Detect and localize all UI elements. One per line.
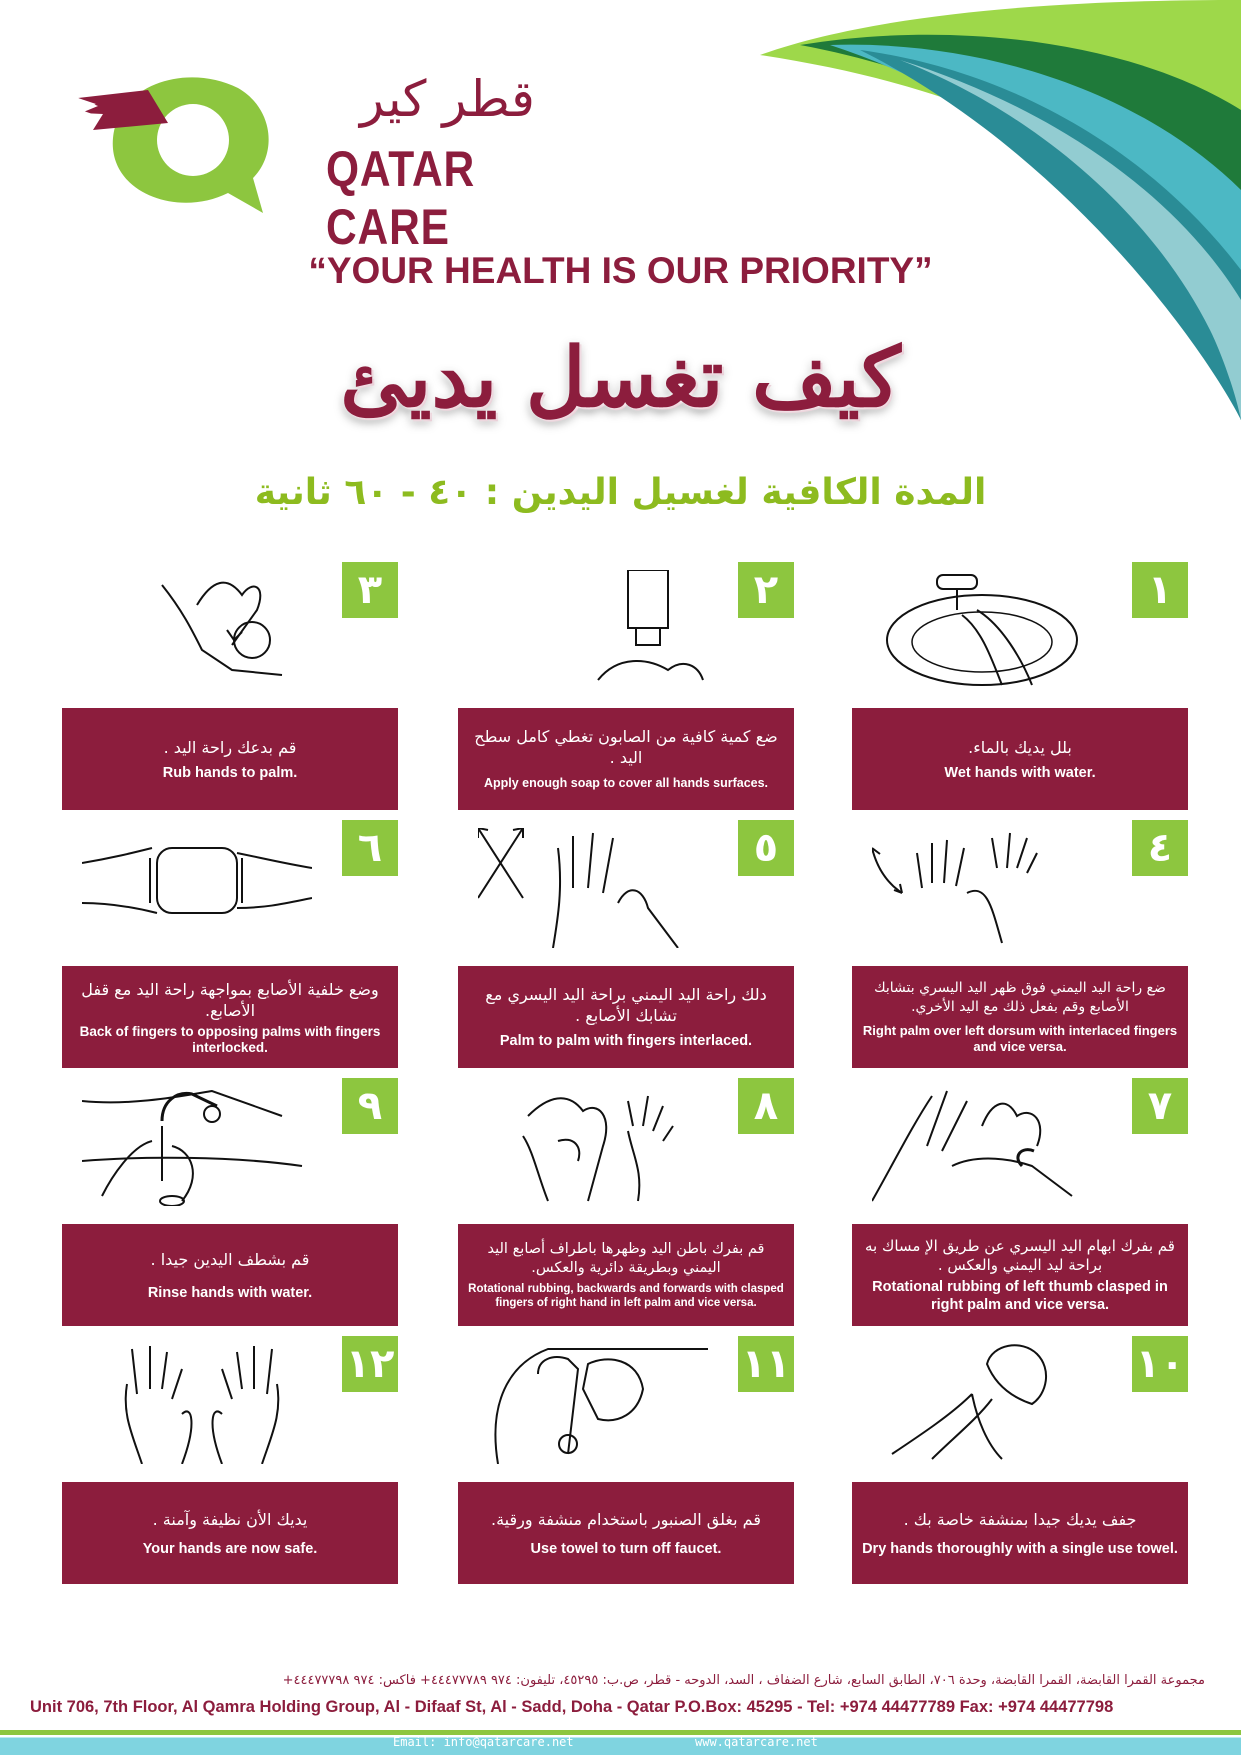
towel-faucet-icon <box>478 1344 708 1464</box>
step-caption <box>458 1482 794 1584</box>
step-number-badge: ٧ <box>1132 1078 1188 1134</box>
footer-address-english: Unit 706, 7th Floor, Al Qamra Holding Group, Al - Difaaf St, Al - Sadd, Doha - Qatar P.O.Box: 45295 - Tel: +974 44477789 Fax: +974 44477798 <box>30 1698 1114 1716</box>
brand-name-arabic: قطر كير <box>360 70 535 128</box>
wet-hands-sink-icon <box>872 570 1102 690</box>
step-text-english: Wet hands with water. <box>944 764 1096 781</box>
step-caption <box>458 966 794 1068</box>
step-text-arabic: قم بشطف اليدين جيدا . <box>150 1249 310 1269</box>
step-caption <box>62 708 398 810</box>
step-text-english: Rotational rubbing, backwards and forwards with clasped fingers of right hand in left palm and vice versa. <box>468 1283 784 1309</box>
step-11 <box>458 1336 794 1606</box>
step-caption <box>852 1224 1188 1326</box>
step-caption <box>458 708 794 810</box>
step-text-english: Apply enough soap to cover all hands surfaces. <box>483 776 769 790</box>
step-9 <box>62 1078 398 1348</box>
step-text-arabic: قم بغلق الصنبور باستخدام منشفة ورقية. <box>491 1509 761 1529</box>
step-1 <box>852 562 1188 832</box>
washing-duration-text: المدة الكافية لغسيل اليدين : ٤٠ - ٦٠ ثانية <box>254 472 987 513</box>
step-text-english: Right palm over left dorsum with interlaced fingers and vice versa. <box>862 1023 1178 1054</box>
step-text-arabic: جفف يديك جيدا بمنشفة خاصة بك . <box>903 1509 1137 1529</box>
step-8 <box>458 1078 794 1348</box>
step-text-arabic: ضع راحة اليد اليمني فوق ظهر اليد اليسري بتشابك الأصابع وقم بفعل ذلك مع اليد الأخري. <box>874 980 1166 1015</box>
step-7 <box>852 1078 1188 1348</box>
step-3 <box>62 562 398 832</box>
clean-hands-icon <box>82 1344 312 1464</box>
rub-palms-icon <box>82 570 312 690</box>
step-number-badge: ٥ <box>738 820 794 876</box>
thumb-rotation-icon <box>872 1086 1102 1206</box>
palm-to-palm-interlaced-icon <box>478 828 708 948</box>
step-number-badge: ٤ <box>1132 820 1188 876</box>
step-4 <box>852 820 1188 1090</box>
step-text-arabic: قم بفرك ابهام اليد اليسري عن طريق الإ مساك به براحة ليد اليمني والعكس . <box>865 1236 1175 1274</box>
step-number-badge: ٩ <box>342 1078 398 1134</box>
step-text-english: Palm to palm with fingers interlaced. <box>499 1033 753 1049</box>
footer-address-arabic: مجموعة القمرا القابضة، القمرا القابضة، وحدة ٧٠٦، الطابق السابع، شارع الضفاف ، السد، الدوحه - قطر، ص.ب: ٤٥٢٩٥، تليفون: ٩٧٤ ٤٤٤٧٧٧٨٩+ فاكس: ٩٧٤ ٤٤٤٧٧٧٩٨+ <box>282 1673 1205 1688</box>
footer-email: Email: info@qatarcare.net <box>393 1735 574 1749</box>
step-number-badge: ١ <box>1132 562 1188 618</box>
step-text-arabic: ضع كمية كافية من الصابون تغطي كامل سطح اليد . <box>474 727 778 767</box>
step-caption <box>458 1224 794 1326</box>
tagline: “YOUR HEALTH IS OUR PRIORITY” <box>308 250 933 291</box>
rinse-hands-faucet-icon <box>82 1086 312 1206</box>
step-2 <box>458 562 794 832</box>
brand-name-english: QATAR CARE <box>326 141 476 255</box>
step-number-badge: ٣ <box>342 562 398 618</box>
step-number-badge: ١٢ <box>342 1336 398 1392</box>
step-5 <box>458 820 794 1090</box>
step-text-english: Back of fingers to opposing palms with fingers interlocked. <box>79 1023 381 1055</box>
fingers-interlocked-icon <box>82 828 312 948</box>
interlaced-dorsum-icon <box>872 828 1102 948</box>
footer-website: www.qatarcare.net <box>695 1735 818 1749</box>
step-caption <box>62 1482 398 1584</box>
step-caption <box>852 1482 1188 1584</box>
step-12 <box>62 1336 398 1606</box>
logo-q-mark-icon <box>78 68 338 218</box>
step-number-badge: ٢ <box>738 562 794 618</box>
step-text-arabic: وضع خلفية الأصابع بمواجهة راحة اليد مع قفل الأصابع. <box>81 979 379 1020</box>
step-caption <box>62 1224 398 1326</box>
poster-title-arabic: كيف تغسل يديئ <box>340 330 901 426</box>
step-number-badge: ٦ <box>342 820 398 876</box>
step-caption <box>852 708 1188 810</box>
step-text-arabic: قم بفرك باطن اليد وظهرها باطراف أصابع اليد اليمني وبطريقة دائرية والعكس. <box>487 1241 765 1276</box>
dry-hands-towel-icon <box>872 1344 1102 1464</box>
step-text-english: Rotational rubbing of left thumb clasped in right palm and vice versa. <box>872 1278 1168 1313</box>
footer-color-bar <box>0 1730 1241 1755</box>
step-10 <box>852 1336 1188 1606</box>
step-text-english: Rub hands to palm. <box>162 764 298 781</box>
step-text-english: Your hands are now safe. <box>142 1540 318 1557</box>
step-text-arabic: يديك الأن نظيفة وآمنة . <box>152 1509 308 1529</box>
step-caption <box>62 966 398 1068</box>
fingertips-rotation-icon <box>478 1086 708 1206</box>
step-number-badge: ١١ <box>738 1336 794 1392</box>
step-text-english: Rinse hands with water. <box>147 1284 313 1301</box>
step-text-english: Dry hands thoroughly with a single use towel. <box>862 1540 1178 1557</box>
step-text-arabic: دلك راحة اليد اليمني براحة اليد اليسري مع تشابك الأصابع . <box>485 985 767 1025</box>
qatar-care-logo <box>78 68 598 255</box>
step-caption <box>852 966 1188 1068</box>
step-text-english: Use towel to turn off faucet. <box>530 1540 722 1557</box>
step-number-badge: ٨ <box>738 1078 794 1134</box>
soap-dispenser-icon <box>478 570 708 690</box>
step-text-arabic: قم بدعك راحة اليد . <box>163 737 297 757</box>
step-text-arabic: بلل يديك بالماء. <box>968 737 1072 757</box>
step-number-badge: ١٠ <box>1132 1336 1188 1392</box>
step-6 <box>62 820 398 1090</box>
